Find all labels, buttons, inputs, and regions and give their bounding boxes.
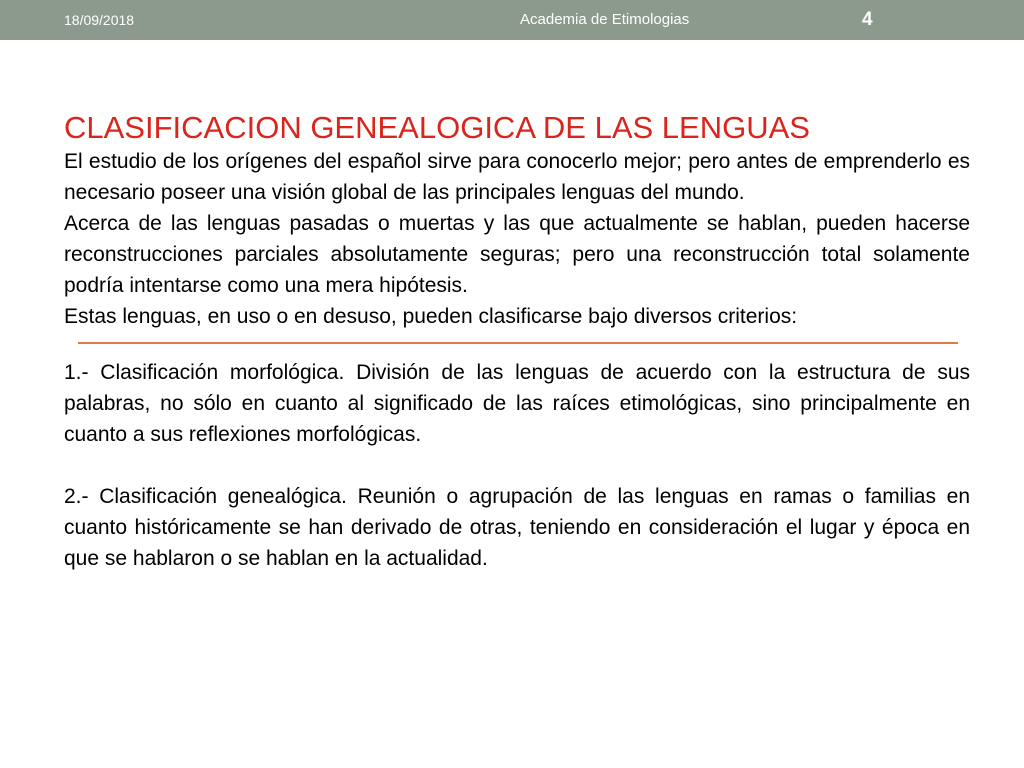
list-item-morphological: 1.- Clasificación morfológica. División de las lenguas de acuerdo con la estructura de sus palabras, no sólo en cuanto al significado de las raíces etimológicas, sino principalmente en cuanto a sus reflexiones morfológicas. <box>64 361 970 446</box>
list-item-genealogical: 2.- Clasificación genealógica. Reunión o agrupación de las lenguas en ramas o familias en cuanto históricamente se han derivado de otras, teniendo en consideración el lugar y época en que se hablaron o se hablan en la actualidad. <box>64 485 970 570</box>
slide-header-bar <box>0 0 1024 40</box>
slide-number: 4 <box>862 9 873 30</box>
slide-title: CLASIFICACION GENEALOGICA DE LAS LENGUAS <box>64 110 810 145</box>
spacer <box>64 450 970 481</box>
paragraph-reconstruction: Acerca de las lenguas pasadas o muertas y las que actualmente se hablan, pueden hacerse reconstrucciones parciales absolutamente seguras; pero una reconstrucción total solamente podría intentarse como una mera hipótesis. <box>64 212 970 297</box>
paragraph-criteria: Estas lenguas, en uso o en desuso, pueden clasificarse bajo diversos criterios: <box>64 305 798 328</box>
paragraph-intro: El estudio de los orígenes del español sirve para conocerlo mejor; pero antes de emprenderlo es necesario poseer una visión global de las principales lenguas del mundo. <box>64 150 970 204</box>
divider-line <box>78 342 958 344</box>
date-label: 18/09/2018 <box>64 12 135 28</box>
slide-content <box>64 110 970 574</box>
footer-title: Academia de Etimologias <box>520 11 690 28</box>
